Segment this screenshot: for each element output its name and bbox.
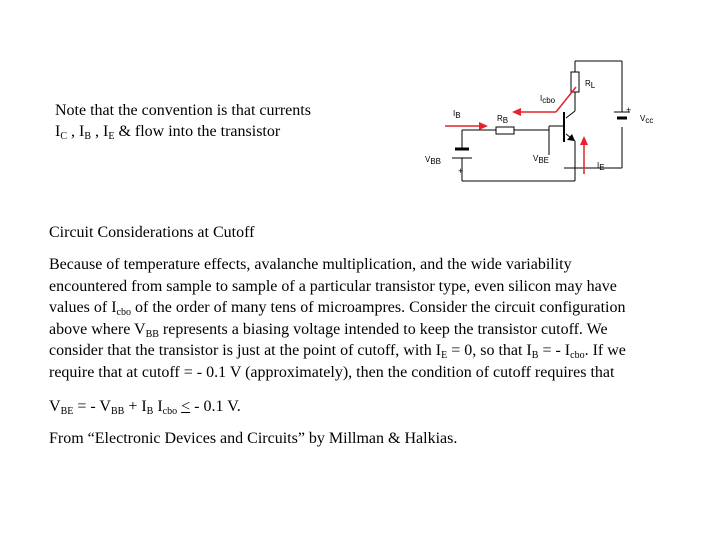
eq-text: V [49, 398, 61, 415]
text-sub: cbo [116, 307, 131, 318]
paragraph-line [49, 340, 719, 362]
note-sub: E [108, 131, 115, 142]
eq-text: + I [124, 398, 147, 415]
section-heading: Circuit Considerations at Cutoff [49, 224, 255, 241]
ib-arrow-head-icon [479, 122, 488, 130]
eq-text: I [153, 398, 163, 415]
paragraph-line: Because of temperature effects, avalanche multiplication, and the wide variability [49, 256, 572, 273]
text-run: above where V [49, 320, 146, 338]
eq-sub: cbo [162, 406, 178, 417]
note-sub: B [84, 131, 91, 142]
text-run: of the order of many tens of microampres. Consider the circuit configuration [130, 299, 626, 316]
body-paragraph [49, 254, 719, 383]
text-run: represents a biasing voltage intended to keep the transistor cutoff. We [158, 320, 608, 338]
text-run: = 0, so that I [447, 342, 532, 359]
ie-arrow-head-icon [580, 136, 588, 145]
paragraph-line [49, 319, 719, 341]
label-ib: IB [453, 109, 461, 120]
text-sub: E [441, 350, 448, 361]
cutoff-equation [49, 396, 241, 417]
note-text: , I [67, 123, 85, 140]
label-vbe: VBE [533, 154, 550, 165]
note-sub: C [60, 131, 67, 142]
text-sub: B [531, 350, 539, 361]
paragraph-line [49, 297, 719, 319]
note-text: & flow into the transistor [114, 123, 281, 140]
text-run: consider that the transistor is just at the point of cutoff, with I [49, 342, 442, 359]
emitter-arrow-icon [567, 134, 575, 141]
note-text: , I [91, 123, 109, 140]
text-sub: cbo [570, 350, 585, 361]
text-run: values of I [49, 299, 117, 316]
rb-resistor [496, 127, 514, 134]
label-rb: RB [497, 114, 509, 125]
text-run: = - I [538, 342, 571, 359]
text-sub: BB [145, 328, 159, 340]
eq-sub: BE [60, 406, 74, 417]
note-line-1: Note that the convention is that currents [55, 102, 311, 119]
eq-sub: BB [110, 406, 125, 417]
less-than-or-equal-sign: < [181, 398, 191, 415]
vbb-plus-sign: + [458, 166, 464, 176]
label-vcc: Vcc [640, 114, 654, 125]
vcc-plus-sign: + [626, 105, 632, 115]
eq-text: = - V [73, 398, 111, 415]
note-text: I [55, 123, 61, 140]
label-ie: IE [597, 161, 605, 172]
icbo-arrow-diagonal [556, 87, 576, 112]
paragraph-line: require that at cutoff = - 0.1 V (approximately), then the condition of cutoff requires that [49, 363, 615, 381]
eq-text: - 0.1 V. [190, 398, 241, 415]
label-vbb: VBB [425, 155, 442, 166]
text-run: . If we [584, 342, 626, 359]
eq-sub: B [146, 406, 154, 417]
label-rl: RL [585, 79, 596, 90]
citation: From “Electronic Devices and Circuits” by Millman & Halkias. [49, 430, 458, 447]
paragraph-line: encountered from sample to sample of a particular transistor type, even silicon may have [49, 277, 617, 295]
icbo-arrow-head-icon [512, 108, 521, 116]
label-icbo: Icbo [540, 94, 556, 105]
